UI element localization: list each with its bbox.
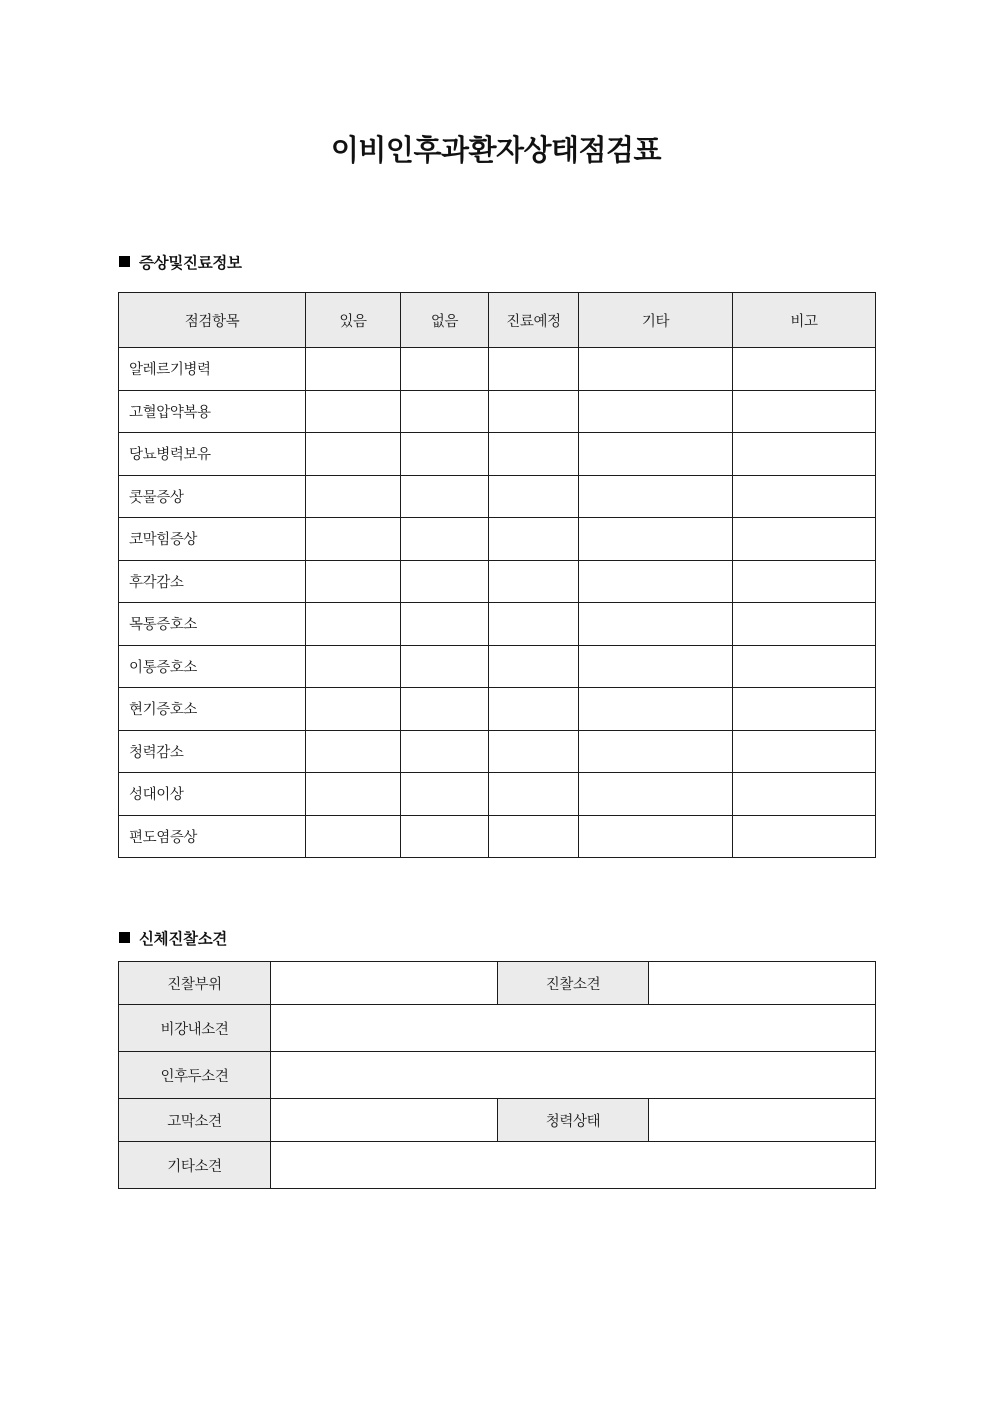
section-heading-label: 신체진찰소견 bbox=[139, 931, 228, 948]
cell-remarks[interactable] bbox=[733, 773, 876, 816]
cell-scheduled[interactable] bbox=[489, 730, 579, 773]
value-exam-site[interactable] bbox=[271, 962, 498, 1005]
cell-other[interactable] bbox=[579, 688, 733, 731]
column-header-other: 기타 bbox=[579, 293, 733, 348]
cell-other[interactable] bbox=[579, 815, 733, 858]
value-exam-finding[interactable] bbox=[649, 962, 876, 1005]
symptom-information-table bbox=[118, 292, 876, 858]
cell-other[interactable] bbox=[579, 475, 733, 518]
table-row bbox=[119, 603, 876, 646]
cell-remarks[interactable] bbox=[733, 560, 876, 603]
label-nasal-cavity: 비강내소견 bbox=[119, 1005, 271, 1052]
cell-remarks[interactable] bbox=[733, 433, 876, 476]
label-eardrum: 고막소견 bbox=[119, 1099, 271, 1142]
column-header-yes: 있음 bbox=[306, 293, 401, 348]
row-item-label: 성대이상 bbox=[119, 773, 306, 816]
section-heading-label: 증상및진료정보 bbox=[139, 255, 242, 272]
cell-no[interactable] bbox=[401, 603, 489, 646]
label-exam-finding: 진찰소견 bbox=[498, 962, 649, 1005]
column-header-no: 없음 bbox=[401, 293, 489, 348]
table-row bbox=[119, 390, 876, 433]
cell-no[interactable] bbox=[401, 688, 489, 731]
cell-yes[interactable] bbox=[306, 603, 401, 646]
cell-other[interactable] bbox=[579, 603, 733, 646]
cell-remarks[interactable] bbox=[733, 815, 876, 858]
cell-no[interactable] bbox=[401, 773, 489, 816]
square-bullet-icon bbox=[119, 932, 130, 943]
value-other-findings[interactable] bbox=[271, 1142, 876, 1189]
cell-yes[interactable] bbox=[306, 688, 401, 731]
cell-no[interactable] bbox=[401, 348, 489, 391]
table-row bbox=[119, 560, 876, 603]
physical-exam-table bbox=[118, 961, 876, 1189]
cell-other[interactable] bbox=[579, 645, 733, 688]
column-header-remarks: 비고 bbox=[733, 293, 876, 348]
table-row bbox=[119, 645, 876, 688]
column-header-scheduled: 진료예정 bbox=[489, 293, 579, 348]
value-nasal-cavity[interactable] bbox=[271, 1005, 876, 1052]
cell-remarks[interactable] bbox=[733, 688, 876, 731]
label-hearing-status: 청력상태 bbox=[498, 1099, 649, 1142]
table-row bbox=[119, 348, 876, 391]
cell-other[interactable] bbox=[579, 560, 733, 603]
table-row bbox=[119, 730, 876, 773]
cell-scheduled[interactable] bbox=[489, 815, 579, 858]
cell-remarks[interactable] bbox=[733, 390, 876, 433]
cell-yes[interactable] bbox=[306, 433, 401, 476]
value-pharynx-larynx[interactable] bbox=[271, 1052, 876, 1099]
cell-yes[interactable] bbox=[306, 390, 401, 433]
label-pharynx-larynx: 인후두소견 bbox=[119, 1052, 271, 1099]
cell-other[interactable] bbox=[579, 518, 733, 561]
label-other-findings: 기타소견 bbox=[119, 1142, 271, 1189]
cell-yes[interactable] bbox=[306, 815, 401, 858]
cell-scheduled[interactable] bbox=[489, 560, 579, 603]
row-item-label: 현기증호소 bbox=[119, 688, 306, 731]
cell-scheduled[interactable] bbox=[489, 688, 579, 731]
exam-row-nasal-cavity bbox=[119, 1005, 876, 1052]
cell-yes[interactable] bbox=[306, 730, 401, 773]
cell-remarks[interactable] bbox=[733, 348, 876, 391]
cell-no[interactable] bbox=[401, 645, 489, 688]
exam-row-other-findings bbox=[119, 1142, 876, 1189]
cell-remarks[interactable] bbox=[733, 518, 876, 561]
row-item-label: 알레르기병력 bbox=[119, 348, 306, 391]
label-exam-site: 진찰부위 bbox=[119, 962, 271, 1005]
cell-remarks[interactable] bbox=[733, 603, 876, 646]
table-row bbox=[119, 773, 876, 816]
table-row bbox=[119, 518, 876, 561]
row-item-label: 고혈압약복용 bbox=[119, 390, 306, 433]
page-title: 이비인후과환자상태점검표 bbox=[330, 135, 662, 167]
cell-yes[interactable] bbox=[306, 560, 401, 603]
row-item-label: 코막힘증상 bbox=[119, 518, 306, 561]
cell-other[interactable] bbox=[579, 433, 733, 476]
table-row bbox=[119, 815, 876, 858]
cell-yes[interactable] bbox=[306, 348, 401, 391]
square-bullet-icon bbox=[119, 256, 130, 267]
row-item-label: 후각감소 bbox=[119, 560, 306, 603]
cell-no[interactable] bbox=[401, 560, 489, 603]
value-hearing-status[interactable] bbox=[649, 1099, 876, 1142]
cell-scheduled[interactable] bbox=[489, 390, 579, 433]
cell-other[interactable] bbox=[579, 348, 733, 391]
cell-other[interactable] bbox=[579, 773, 733, 816]
cell-scheduled[interactable] bbox=[489, 645, 579, 688]
cell-scheduled[interactable] bbox=[489, 518, 579, 561]
section-heading-symptoms bbox=[119, 251, 242, 273]
table-header-row bbox=[119, 293, 876, 348]
cell-scheduled[interactable] bbox=[489, 773, 579, 816]
cell-other[interactable] bbox=[579, 390, 733, 433]
cell-yes[interactable] bbox=[306, 475, 401, 518]
table-row bbox=[119, 475, 876, 518]
cell-no[interactable] bbox=[401, 518, 489, 561]
cell-scheduled[interactable] bbox=[489, 348, 579, 391]
table-row bbox=[119, 688, 876, 731]
table-row bbox=[119, 433, 876, 476]
section-heading-physical-exam bbox=[119, 927, 227, 949]
cell-no[interactable] bbox=[401, 433, 489, 476]
cell-scheduled[interactable] bbox=[489, 603, 579, 646]
cell-yes[interactable] bbox=[306, 645, 401, 688]
cell-yes[interactable] bbox=[306, 518, 401, 561]
exam-row-pharynx-larynx bbox=[119, 1052, 876, 1099]
cell-scheduled[interactable] bbox=[489, 475, 579, 518]
row-item-label: 이통증호소 bbox=[119, 645, 306, 688]
value-eardrum[interactable] bbox=[271, 1099, 498, 1142]
cell-no[interactable] bbox=[401, 730, 489, 773]
cell-remarks[interactable] bbox=[733, 475, 876, 518]
row-item-label: 목통증호소 bbox=[119, 603, 306, 646]
cell-no[interactable] bbox=[401, 475, 489, 518]
cell-no[interactable] bbox=[401, 390, 489, 433]
exam-row-eardrum bbox=[119, 1099, 876, 1142]
row-item-label: 당뇨병력보유 bbox=[119, 433, 306, 476]
row-item-label: 편도염증상 bbox=[119, 815, 306, 858]
cell-yes[interactable] bbox=[306, 773, 401, 816]
column-header-item: 점검항목 bbox=[119, 293, 306, 348]
exam-row-exam-site bbox=[119, 962, 876, 1005]
cell-other[interactable] bbox=[579, 730, 733, 773]
row-item-label: 콧물증상 bbox=[119, 475, 306, 518]
cell-remarks[interactable] bbox=[733, 645, 876, 688]
row-item-label: 청력감소 bbox=[119, 730, 306, 773]
cell-remarks[interactable] bbox=[733, 730, 876, 773]
cell-no[interactable] bbox=[401, 815, 489, 858]
cell-scheduled[interactable] bbox=[489, 433, 579, 476]
